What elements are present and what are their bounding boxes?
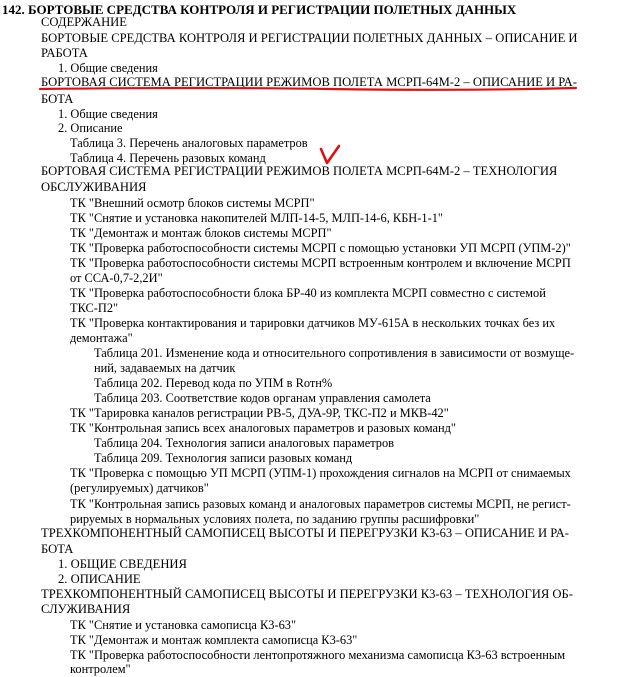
line-section-5: ТРЕХКОМПОНЕНТНЫЙ САМОПИСЕЦ ВЫСОТЫ И ПЕРЕГРУЗКИ К3-63 – ТЕХНОЛОГИЯ ОБ- <box>41 587 573 601</box>
line-section-3-cont: ОБСЛУЖИВАНИЯ <box>41 180 147 194</box>
line-item: 2. Описание <box>58 121 123 135</box>
line-section-2-underlined: БОРТОВАЯ СИСТЕМА РЕГИСТРАЦИИ РЕЖИМОВ ПОЛЕТА МСРП-64М-2 – ОПИСАНИЕ И РА- <box>41 75 577 89</box>
line-tk: ТК "Тарировка каналов регистрации РВ-5, ДУА-9Р, ТКС-П2 и МКВ-42" <box>70 406 449 420</box>
line-tk-cont: рируемых в нормальных условиях полета, по заданию группы расшифровки" <box>70 512 480 526</box>
line-tk: ТК "Проверка работоспособности системы МСРП с помощью установки УП МСРП (УПМ-2)" <box>70 241 571 255</box>
line-tk: ТК "Внешний осмотр блоков системы МСРП" <box>70 196 315 210</box>
line-table: Таблица 3. Перечень аналоговых параметров <box>70 136 308 150</box>
document-heading: 142. БОРТОВЫЕ СРЕДСТВА КОНТРОЛЯ И РЕГИСТРАЦИИ ПОЛЕТНЫХ ДАННЫХ <box>2 2 517 17</box>
line-tk: ТК "Проверка работоспособности лентопротяжного механизма самописца К3-63 встроенным <box>70 648 566 662</box>
line-tk: ТК "Контрольная запись всех аналоговых параметров и разовых команд" <box>70 421 456 435</box>
line-tk-cont: от ССА-0,7-2,2И" <box>70 271 163 285</box>
line-table: Таблица 204. Технология записи аналоговых параметров <box>94 436 395 450</box>
line-tk: ТК "Проверка контактирования и тарировки датчиков МУ-615А в нескольких точках без их <box>70 316 556 330</box>
line-table: Таблица 209. Технология записи разовых команд <box>94 451 353 465</box>
line-tk: ТК "Проверка работоспособности блока БР-40 из комплекта МСРП совместно с системой <box>70 286 546 300</box>
line-tk: ТК "Снятие и установка самописца К3-63" <box>70 618 297 632</box>
line-tk: ТК "Снятие и установка накопителей МЛП-14-5, МЛП-14-6, КБН-1-1" <box>70 211 443 225</box>
line-section-1-cont: РАБОТА <box>41 46 88 60</box>
line-section-4-cont: БОТА <box>41 542 74 556</box>
line-section-3: БОРТОВАЯ СИСТЕМА РЕГИСТРАЦИИ РЕЖИМОВ ПОЛЕТА МСРП-64М-2 – ТЕХНОЛОГИЯ <box>41 164 558 178</box>
line-item: 1. Общие сведения <box>58 61 158 75</box>
line-tk-cont: контролем" <box>70 662 131 676</box>
line-section-4: ТРЕХКОМПОНЕНТНЫЙ САМОПИСЕЦ ВЫСОТЫ И ПЕРЕГРУЗКИ К3-63 – ОПИСАНИЕ И РА- <box>41 526 569 540</box>
line-item: 1. ОБЩИЕ СВЕДЕНИЯ <box>58 557 187 571</box>
line-tk: ТК "Демонтаж и монтаж комплекта самописца К3-63" <box>70 633 358 647</box>
line-tk-cont: (регулируемых) датчиков" <box>70 481 209 495</box>
line-tk-cont: ТКС-П2" <box>70 301 119 315</box>
line-table: Таблица 201. Изменение кода и относительного сопротивления в зависимости от возмуще- <box>94 346 575 360</box>
line-table: Таблица 4. Перечень разовых команд <box>70 151 266 165</box>
line-tk: ТК "Проверка с помощью УП МСРП (УПМ-1) прохождения сигналов на МСРП от снимаемых <box>70 466 571 480</box>
line-section-5-cont: СЛУЖИВАНИЯ <box>41 602 131 616</box>
red-checkmark-annotation <box>321 146 339 163</box>
line-contents: СОДЕРЖАНИЕ <box>41 15 127 29</box>
line-item: 2. ОПИСАНИЕ <box>58 572 141 586</box>
line-table-cont: ний, задаваемых на датчик <box>94 361 236 375</box>
line-table: Таблица 202. Перевод кода по УПМ в Rотн% <box>94 376 333 390</box>
line-table: Таблица 203. Соответствие кодов органам управления самолета <box>94 391 431 405</box>
line-tk: ТК "Контрольная запись разовых команд и аналоговых параметров системы МСРП, не регист- <box>70 497 571 511</box>
line-tk: ТК "Демонтаж и монтаж блоков системы МСРП" <box>70 226 332 240</box>
line-tk-cont: демонтажа" <box>70 331 133 345</box>
line-section-2-cont: БОТА <box>41 92 74 106</box>
line-tk: ТК "Проверка работоспособности системы МСРП встроенным контролем и включение МСРП <box>70 256 571 270</box>
line-item: 1. Общие сведения <box>58 107 158 121</box>
line-section-1: БОРТОВЫЕ СРЕДСТВА КОНТРОЛЯ И РЕГИСТРАЦИИ ПОЛЕТНЫХ ДАННЫХ – ОПИСАНИЕ И <box>41 31 578 45</box>
